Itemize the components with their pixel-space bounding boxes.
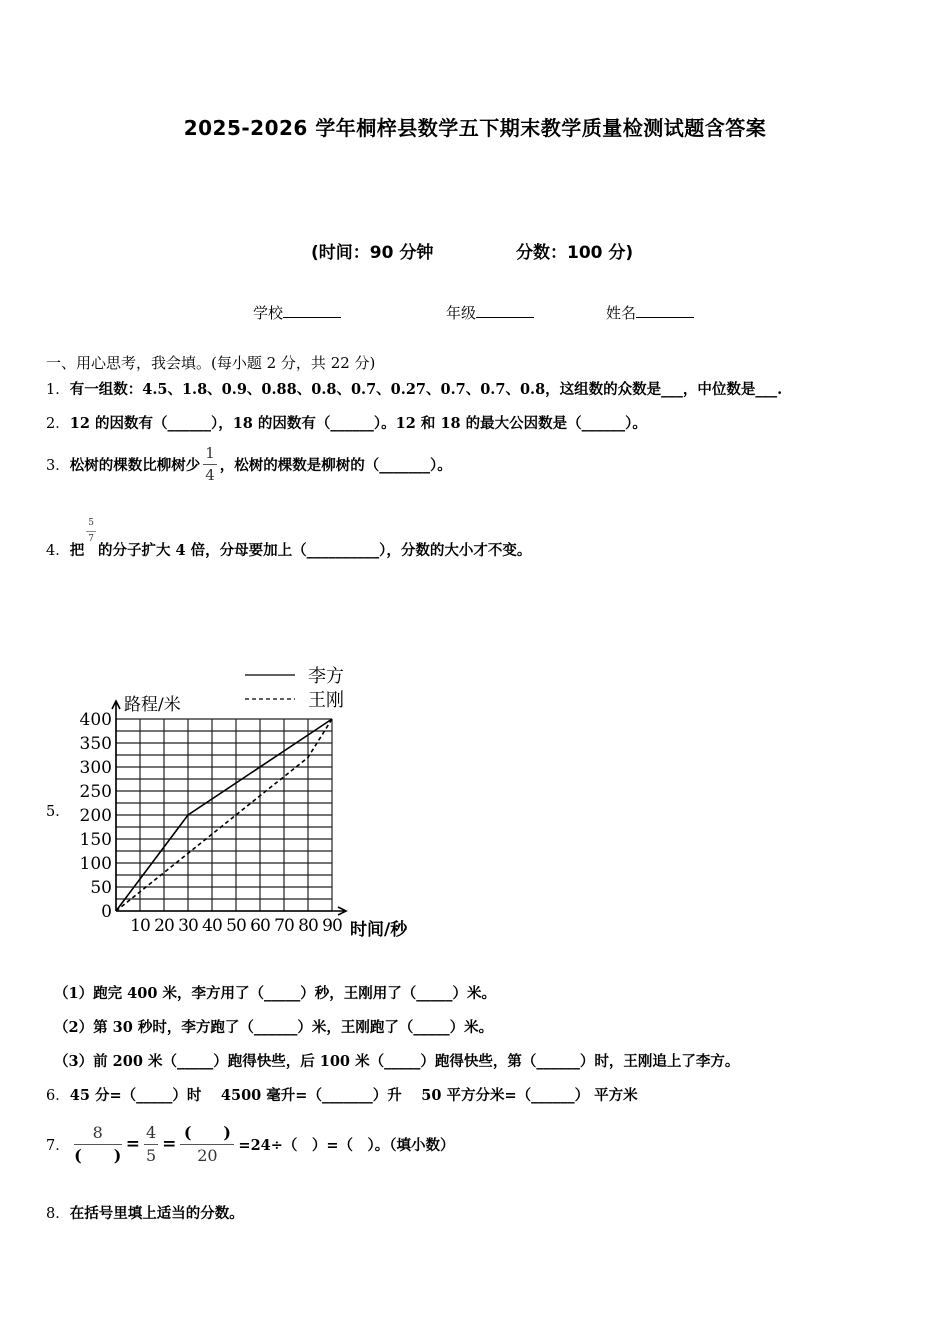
question-text: 有一组数：4.5、1.8、0.9、0.88、0.8、0.7、0.27、0.7、0.7、0.8，这组数的众数是___，中位数是___. — [69, 381, 783, 398]
question-4 — [46, 518, 532, 562]
name-field — [606, 302, 694, 323]
grade-blank[interactable] — [476, 303, 534, 318]
question-text: 12 的因数有（______），18 的因数有（______）。12 和 18 的最大公因数是（______）。 — [69, 415, 647, 432]
y-tick-label: 250 — [79, 782, 112, 802]
question-6 — [46, 1084, 638, 1105]
y-axis-label: 路程/米 — [124, 695, 181, 715]
question-5-sub-3: （3）前 200 米（_____）跑得快些，后 100 米（_____）跑得快些，第（______）时，王刚追上了李方。 — [54, 1053, 740, 1070]
fraction-numerator: 8 — [74, 1125, 122, 1145]
y-tick-label: 100 — [79, 854, 112, 874]
x-tick-label: 90 — [322, 916, 342, 936]
fraction-denominator: 20 — [197, 1145, 218, 1165]
question-2 — [46, 412, 647, 433]
x-tick-label: 30 — [178, 916, 198, 936]
x-tick-label: 60 — [250, 916, 270, 936]
y-tick-label: 200 — [79, 806, 112, 826]
question-5-sub-1: （1）跑完 400 米，李方用了（_____）秒，王刚用了（_____）米。 — [54, 985, 496, 1002]
fraction-four-fifths — [144, 1122, 158, 1165]
school-field — [253, 302, 341, 323]
equals-sign: = — [125, 1134, 140, 1154]
question-number: 3． — [46, 458, 70, 474]
y-tick-label: 400 — [79, 710, 112, 730]
question-5-sub-2: （2）第 30 秒时，李方跑了（______）米，王刚跑了（_____）米。 — [54, 1019, 494, 1036]
page-title: 2025-2026 学年桐梓县数学五下期末教学质量检测试题含答案 — [183, 116, 767, 140]
x-tick-labels — [130, 916, 342, 936]
question-text: 45 分=（_____）时 4500 毫升=（_______）升 50 平方分米=（______） 平方米 — [69, 1087, 638, 1104]
y-tick-label: 50 — [90, 878, 112, 898]
chart-grid — [116, 719, 332, 911]
fraction-denominator: 7 — [88, 534, 94, 544]
exam-score: 分数：100 分) — [516, 243, 634, 263]
fraction-one-quarter — [203, 446, 217, 483]
y-tick-label: 350 — [79, 734, 112, 754]
fraction-denominator: 5 — [145, 1145, 157, 1165]
fraction-numerator: 5 — [86, 519, 96, 532]
legend-label: 王刚 — [308, 690, 344, 711]
question-7 — [46, 1116, 455, 1172]
school-label: 学校 — [253, 304, 284, 322]
chart-legend — [245, 666, 344, 711]
question-1 — [46, 378, 782, 399]
question-number: 1． — [46, 382, 70, 398]
question-8 — [46, 1202, 244, 1223]
name-blank[interactable] — [636, 303, 694, 318]
fraction-denominator[interactable]: ( ) — [74, 1145, 122, 1165]
x-tick-label: 70 — [274, 916, 294, 936]
x-tick-label: 40 — [202, 916, 222, 936]
name-label: 姓名 — [606, 304, 637, 322]
question-5-number: 5． — [46, 804, 70, 820]
y-tick-labels — [80, 710, 112, 922]
legend-label: 李方 — [308, 666, 344, 687]
x-axis-label: 时间/秒 — [350, 920, 408, 940]
question-number: 6． — [46, 1088, 70, 1104]
question-text: 在括号里填上适当的分数。 — [69, 1205, 244, 1222]
exam-time: (时间：90 分钟 — [311, 243, 434, 263]
fraction-blank-over-20 — [180, 1122, 234, 1165]
school-blank[interactable] — [283, 303, 341, 318]
x-tick-label: 10 — [130, 916, 150, 936]
y-tick-label: 150 — [79, 830, 112, 850]
question-text-tail: =24÷（ ）=（ ）。（填小数） — [238, 1136, 455, 1154]
question-number: 7． — [46, 1137, 70, 1154]
fraction-numerator[interactable]: ( ) — [180, 1125, 234, 1145]
grade-field — [446, 302, 534, 323]
fraction-numerator: 4 — [144, 1125, 158, 1145]
question-text-post: ，松树的棵数是柳树的（_______）。 — [219, 457, 452, 474]
question-text-post: 的分子扩大 4 倍，分母要加上（__________），分数的大小才不变。 — [97, 542, 532, 559]
x-tick-label: 50 — [226, 916, 246, 936]
distance-time-chart — [60, 655, 440, 947]
question-text-pre: 把 — [69, 542, 85, 559]
fraction-8-over-blank — [74, 1122, 122, 1165]
equals-sign: = — [162, 1134, 177, 1154]
question-number: 8． — [46, 1206, 70, 1222]
grade-label: 年级 — [446, 304, 477, 322]
x-tick-label: 80 — [298, 916, 318, 936]
fraction-numerator: 1 — [203, 446, 217, 465]
fraction-denominator: 4 — [205, 466, 215, 484]
question-number: 4． — [46, 543, 70, 559]
x-tick-label: 20 — [154, 916, 174, 936]
question-number: 2． — [46, 416, 70, 432]
y-tick-label: 0 — [101, 902, 112, 922]
fraction-five-sevenths — [86, 519, 96, 544]
question-text-pre: 松树的棵数比柳树少 — [69, 457, 201, 474]
question-3 — [46, 446, 452, 483]
section-heading: 一、用心思考，我会填。(每小题 2 分，共 22 分) — [46, 354, 376, 372]
y-tick-label: 300 — [79, 758, 112, 778]
